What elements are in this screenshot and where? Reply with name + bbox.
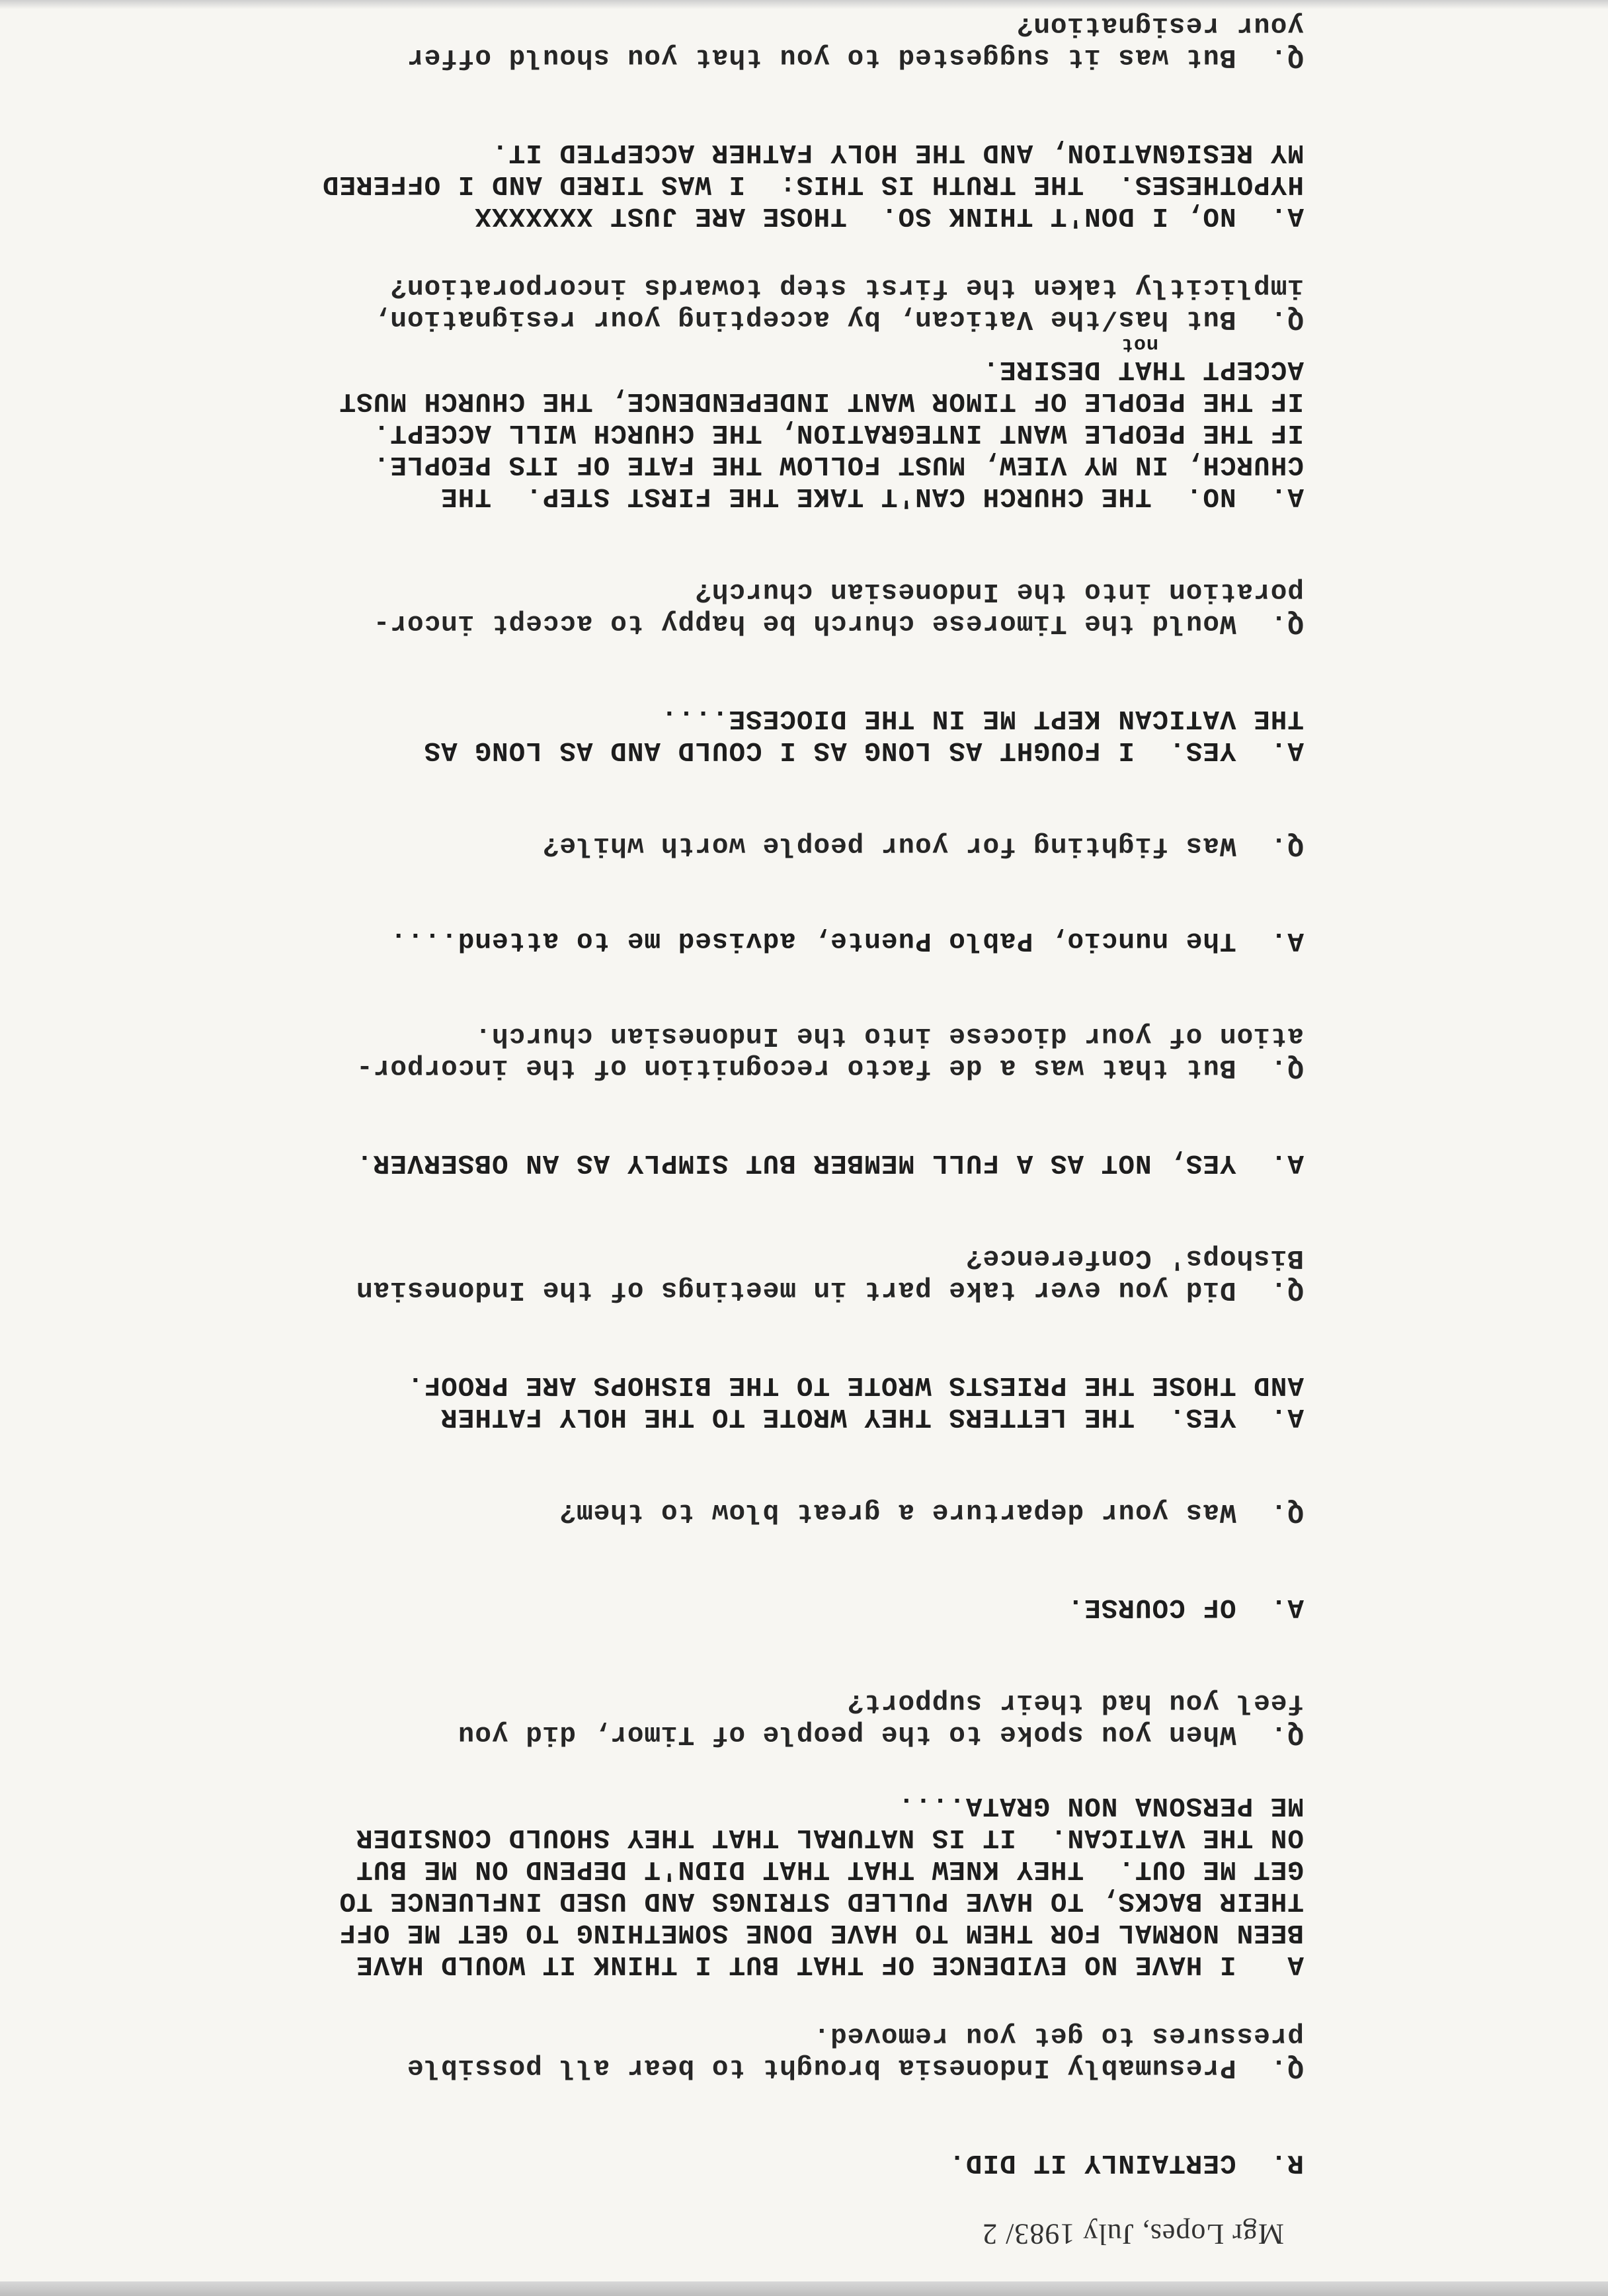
question-line: feel you had their support? (846, 1687, 1304, 1717)
question-line: ation of your diocese into the Indonesian church. (474, 1020, 1304, 1051)
question-line: pressures to get you removed. (813, 2020, 1304, 2051)
answer-line: CHURCH, IN MY VIEW, MUST FOLLOW THE FATE OF ITS PEOPLE. (372, 449, 1304, 479)
answer-line: IF THE PEOPLE WANT INTEGRATION, THE CHURCH WILL ACCEPT. (372, 417, 1304, 448)
question-line: Q. Was your departure a great blow to them? (559, 1496, 1304, 1527)
answer-line: A. NO, I DON'T THINK SO. THOSE ARE JUST XXXXXXX (474, 200, 1304, 231)
answer-line: ME PERSONA NON GRATA.... (897, 1790, 1304, 1821)
answer-line: A. YES. THE LETTERS THEY WROTE TO THE HOLY FATHER (440, 1401, 1304, 1432)
answer-line: A. The nuncio, Pablo Puente, advised me to attend.... (389, 925, 1304, 956)
question-line: Q. But has/the Vatican, by accepting your resignation, (372, 304, 1304, 334)
answer-line: A. YES, NOT AS A FULL MEMBER BUT SIMPLY AS AN OBSERVER. (356, 1147, 1304, 1178)
question-line: Bishops' Conference? (965, 1243, 1304, 1273)
answer-line: BEEN NORMAL FOR THEM TO HAVE DONE SOMETHING TO GET ME OFF (339, 1917, 1304, 1948)
answer-line: A. YES. I FOUGHT AS LONG AS I COULD AND AS LONG AS (423, 735, 1304, 765)
answer-line: ON THE VATICAN. IT IS NATURAL THAT THEY SHOULD CONSIDER (356, 1822, 1304, 1852)
answer-line: GET ME OUT. THEY KNEW THAT THAT DIDN'T DEPEND ON ME BUT (356, 1854, 1304, 1884)
page-header: Mgr Lopes, July 1983/ 2 (982, 2218, 1284, 2250)
answer-line: A. OF COURSE. (1066, 1592, 1304, 1622)
question-line: Q. When you spoke to the people of Timor, did you (457, 1719, 1304, 1749)
question-line: Q. But was it suggested to you that you should offer (406, 42, 1304, 72)
question-line: Q. Presumably Indonesia brought to bear all possible (406, 2052, 1304, 2082)
answer-line: R. CERTAINLY IT DID. (948, 2147, 1304, 2178)
question-line: Q. Would the Timorese church be happy to accept incor- (372, 608, 1304, 638)
handwritten-insertion: not (1120, 333, 1158, 355)
answer-line: THE VATICAN KEPT ME IN THE DIOCESE.... (661, 703, 1304, 733)
answer-line: A I HAVE NO EVIDENCE OF THAT BUT I THINK IT WOULD HAVE (356, 1949, 1304, 1979)
answer-line: MY RESIGNATION, AND THE HOLY FATHER ACCEPTED IT. (491, 137, 1304, 167)
answer-line: AND THOSE THE PRIESTS WROTE TO THE BISHOPS ARE PROOF. (406, 1370, 1304, 1400)
transcript-body (114, 0, 1304, 2250)
answer-line: HYPOTHESES. THE TRUTH IS THIS: I WAS TIRED AND I OFFERED (321, 169, 1304, 199)
answer-line: THEIR BACKS, TO HAVE PULLED STRINGS AND USED INFLUENCE TO (339, 1885, 1304, 1916)
question-line: Q. But that was a de facto recognition of the incorpor- (356, 1052, 1304, 1083)
question-line: your resignation? (1016, 10, 1304, 40)
question-line: poration into the Indonesian church? (694, 576, 1304, 606)
question-line: implicitly taken the first step towards incorporation? (389, 272, 1304, 302)
answer-line: A. NO. THE CHURCH CAN'T TAKE THE FIRST STEP. THE (440, 481, 1304, 511)
answer-line: ACCEPT THAT DESIRE. (982, 354, 1304, 384)
question-line: Q. Was fighting for your people worth while? (542, 830, 1304, 860)
question-line: Q. Did you ever take part in meetings of the Indonesian (356, 1274, 1304, 1305)
scan-edge-bottom (0, 2281, 1608, 2296)
answer-line: IF THE PEOPLE OF TIMOR WANT INDEPENDENCE, THE CHURCH MUST (339, 386, 1304, 416)
